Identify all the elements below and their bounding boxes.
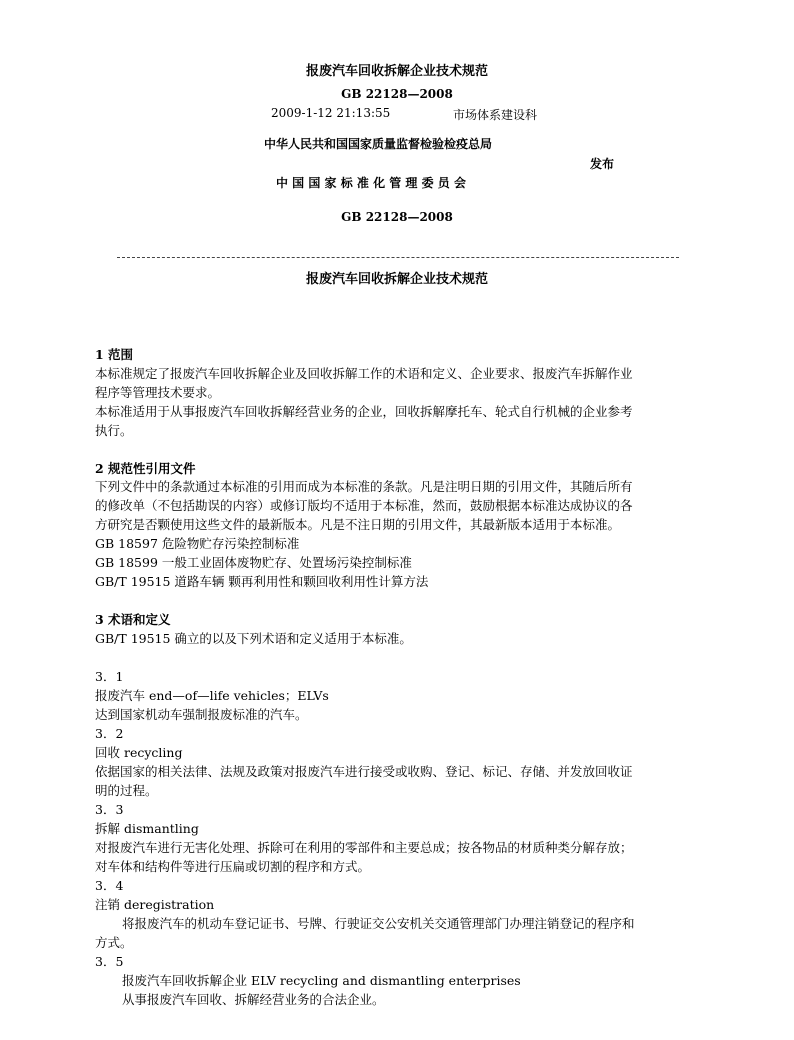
term-name: 拆解 dismantling [95, 821, 199, 836]
issuer-sac: 中 国 国 家 标 准 化 管 理 委 员 会 [276, 176, 466, 190]
term-number: 3．1 [95, 669, 124, 684]
section-1-heading: 1 范围 [95, 347, 134, 362]
release-label: 发布 [590, 157, 615, 171]
section-1-line: 本标准规定了报废汽车回收拆解企业及回收拆解工作的术语和定义、企业要求、报废汽车拆解作业 [95, 366, 633, 381]
section-2-line: 方研究是否颗使用这些文件的最新版本。凡是不注日期的引用文件，其最新版本适用于本标准。 [95, 517, 621, 532]
term-name: 注销 deregistration [95, 897, 215, 912]
section-3-line: GB/T 19515 确立的以及下列术语和定义适用于本标准。 [95, 631, 412, 646]
term-number: 3．3 [95, 802, 124, 817]
document-subtitle: 报废汽车回收拆解企业技术规范 [305, 272, 488, 287]
term-number: 3．4 [95, 878, 124, 893]
term-definition: 达到国家机动车强制报废标准的汽车。 [95, 707, 308, 722]
term-definition: 依据国家的相关法律、法规及政策对报废汽车进行接受或收购、登记、标记、存储、并发放回收证 [95, 764, 633, 779]
term-number: 3．2 [95, 726, 124, 741]
section-1-line: 程序等管理技术要求。 [95, 385, 221, 400]
term-name: 回收 recycling [95, 745, 183, 760]
issuer-aqsiq: 中华人民共和国国家质量监督检验检疫总局 [264, 137, 493, 151]
term-definition: 方式。 [95, 935, 133, 950]
term-definition: 明的过程。 [95, 783, 158, 798]
divider-line [117, 257, 679, 258]
term-number: 3．5 [95, 954, 124, 969]
section-2-line: 下列文件中的条款通过本标准的引用而成为本标准的条款。凡是注明日期的引用文件，其随后所有 [95, 479, 633, 494]
meta-department: 市场体系建设科 [453, 108, 538, 122]
standard-code: GB 22128—2008 [341, 87, 453, 101]
term-name: 报废汽车回收拆解企业 ELV recycling and dismantling enterprises [122, 973, 521, 988]
section-1-line: 执行。 [95, 423, 133, 438]
term-definition: 将报废汽车的机动车登记证书、号牌、行驶证交公安机关交通管理部门办理注销登记的程序和 [122, 916, 635, 931]
term-name: 报废汽车 end—of—life vehicles；ELVs [95, 688, 329, 703]
meta-date: 2009-1-12 21:13:55 [271, 106, 391, 120]
term-definition: 从事报废汽车回收、拆解经营业务的合法企业。 [122, 992, 385, 1007]
normative-reference: GB 18597 危险物贮存污染控制标准 [95, 536, 300, 551]
normative-reference: GB/T 19515 道路车辆 颗再利用性和颗回收利用性计算方法 [95, 574, 429, 589]
term-definition: 对报废汽车进行无害化处理、拆除可在利用的零部件和主要总成；按各物品的材质种类分解存放； [95, 840, 633, 855]
term-definition: 对车体和结构件等进行压扁或切割的程序和方式。 [95, 859, 371, 874]
section-2-heading: 2 规范性引用文件 [95, 461, 196, 476]
section-1-line: 本标准适用于从事报废汽车回收拆解经营业务的企业，回收拆解摩托车、轮式自行机械的企业参考 [95, 404, 633, 419]
standard-code-repeat: GB 22128—2008 [341, 210, 453, 224]
section-3-heading: 3 术语和定义 [95, 612, 171, 627]
document-title: 报废汽车回收拆解企业技术规范 [305, 64, 488, 79]
section-2-line: 的修改单（不包括勘误的内容）或修订版均不适用于本标准，然而，鼓励根据本标准达成协议的各 [95, 498, 633, 513]
normative-reference: GB 18599 一般工业固体废物贮存、处置场污染控制标准 [95, 555, 412, 570]
